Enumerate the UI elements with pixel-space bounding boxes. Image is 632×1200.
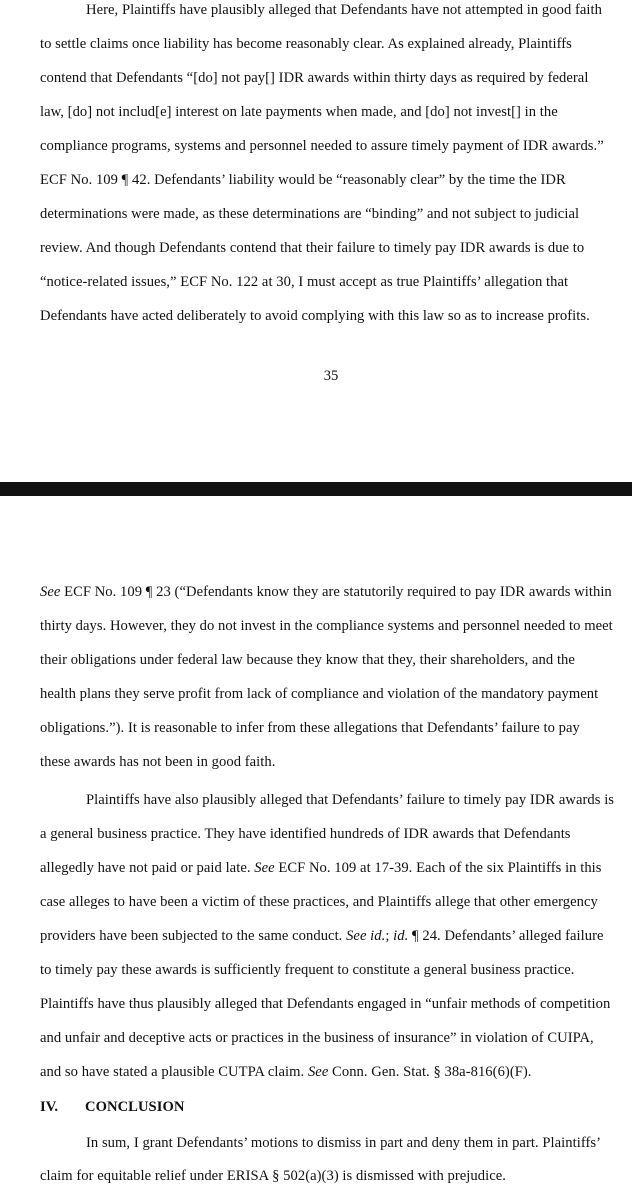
text-line [40,1062,532,1082]
text-line: claim for equitable relief under ERISA § 502(a)(3) is dismissed with prejudice. [40,1168,506,1184]
document-page-top [0,0,632,482]
document-page-bottom [0,496,632,1200]
text-line: thirty days. However, they do not invest in the compliance systems and personnel needed to meet [40,618,613,634]
text-line: Plaintiffs have thus plausibly alleged that Defendants engaged in “unfair methods of competition [40,996,611,1012]
text-line [40,926,604,946]
text-line: a general business practice. They have identified hundreds of IDR awards that Defendants [40,826,571,842]
text-span: ECF No. 109 at 17-39. Each of the six Plaintiffs in this [274,860,602,876]
text-line: Defendants have acted deliberately to avoid complying with this law so as to increase profits. [40,308,590,324]
text-line: In sum, I grant Defendants’ motions to dismiss in part and deny them in part. Plaintiffs’ [86,1135,602,1151]
text-line: compliance programs, systems and personnel needed to assure timely payment of IDR awards.” [40,138,604,154]
page-number: 35 [323,368,339,384]
text-line: to settle claims once liability has become reasonably clear. As explained already, Plaintiffs [40,36,572,52]
text-line: to timely pay these awards is sufficiently frequent to constitute a general business practice. [40,962,575,978]
text-line: and unfair and deceptive acts or practices in the business of insurance” in violation of CUIPA, [40,1030,594,1046]
text-span: Conn. Gen. Stat. § 38a-816(6)(F). [328,1064,532,1080]
text-line: obligations.”). It is reasonable to infer from these allegations that Defendants’ failure to pay [40,720,580,736]
citation-id: id. [393,928,409,944]
text-span: ¶ 24. Defendants’ alleged failure [408,928,604,944]
text-line [40,858,602,878]
section-number: IV. [40,1099,59,1115]
text-line: health plans they serve profit from lack of compliance and violation of the mandatory payment [40,686,599,702]
text-line: case alleges to have been a victim of these practices, and Plaintiffs allege that other emergency [40,894,598,910]
text-line: law, [do] not includ[e] interest on late payments when made, and [do] not invest[] in the [40,104,558,120]
text-line: ECF No. 109 ¶ 42. Defendants’ liability would be “reasonably clear” by the time the IDR [40,172,566,188]
text-line: these awards has not been in good faith. [40,754,276,770]
section-title: CONCLUSION [85,1099,185,1115]
text-line: Plaintiffs have also plausibly alleged that Defendants’ failure to timely pay IDR awards is [86,792,615,808]
text-line: determinations were made, as these determinations are “binding” and not subject to judicial [40,206,580,222]
text-line: their obligations under federal law because they know that they, their shareholders, and the [40,652,575,668]
text-span: ECF No. 109 ¶ 23 (“Defendants know they are statutorily required to pay IDR awards within [60,584,612,600]
citation-signal: See id. [346,928,386,944]
citation-signal: See [254,860,275,876]
text-line: Here, Plaintiffs have plausibly alleged that Defendants have not attempted in good faith [86,2,602,18]
text-span: allegedly have not paid or paid late. [40,860,255,876]
citation-signal: See [307,1064,329,1080]
text-span: ; [385,928,394,944]
citation-signal: See [40,584,61,600]
text-span: providers have been subjected to the same conduct. [40,928,347,944]
text-line: “notice-related issues,” ECF No. 122 at 30, I must accept as true Plaintiffs’ allegation that [40,274,569,290]
text-line [40,582,612,602]
text-line: review. And though Defendants contend that their failure to timely pay IDR awards is due to [40,240,585,256]
text-line: contend that Defendants “[do] not pay[] IDR awards within thirty days as required by federal [40,70,589,86]
page-divider [0,482,632,496]
text-span: and so have stated a plausible CUTPA claim. [40,1064,308,1080]
